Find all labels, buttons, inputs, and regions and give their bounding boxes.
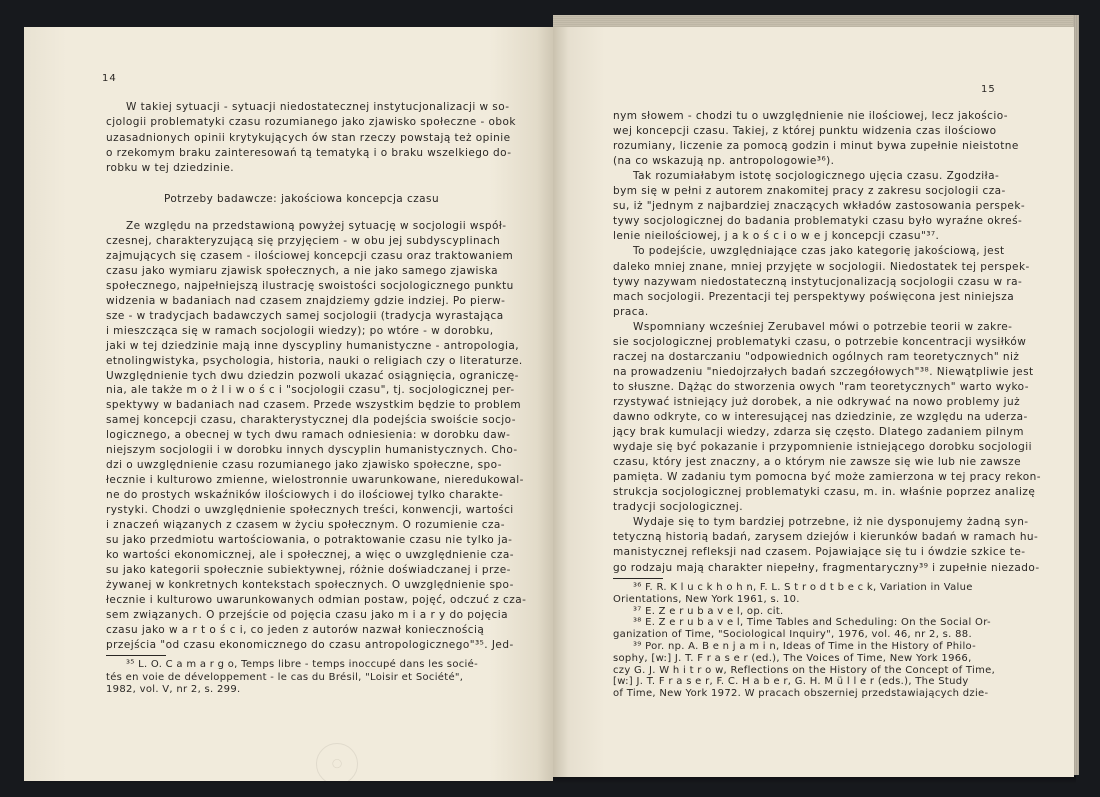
text-line: tywy nazywam niedostateczną instytucjonalizacją socjologii czasu w ra- bbox=[613, 275, 1023, 288]
text-line: tetyczną historią badań, zarysem dziejów i kierunków badań w ramach hu- bbox=[613, 531, 1039, 544]
text-line: su jako przedmiotu wartościowania, o potraktowanie czasu nie tylko ja- bbox=[106, 533, 513, 546]
text-line: na prowadzeniu "niedojrzałych badań szczegółowych"³⁸. Niewątpliwie jest bbox=[613, 365, 1034, 378]
text-line: łecznie i kulturowo uwarunkowanych odmian postaw, pojęć, odczuć z cza- bbox=[106, 593, 527, 606]
text-line: dawno odkryte, co w interesującej nas dziedzinie, ze względu na uderza- bbox=[613, 411, 1028, 423]
text-line: samej koncepcji czasu, charakterystycznej dla podejścia swoiście socjo- bbox=[106, 414, 516, 427]
text-line: cjologii problematyki czasu rozumianego jako zjawisko społeczne - obok bbox=[106, 116, 516, 129]
text-line: Tak rozumiałabym istotę socjologicznego ujęcia czasu. Zgodziła- bbox=[633, 170, 1000, 183]
text-line: sem związanych. O przejście od pojęcia czasu jako m i a r y do pojęcia bbox=[106, 608, 508, 621]
footnote-line: ³⁸ E. Z e r u b a v e l, Time Tables and Scheduling: On the Social Or- bbox=[633, 617, 991, 629]
text-line: żywanej w konkretnych kontekstach społecznych. O uwzględnienie spo- bbox=[106, 578, 514, 591]
footnote-line: sophy, [w:] J. T. F r a s e r (ed.), The Voices of Time, New York 1966, bbox=[613, 652, 972, 664]
text-line: o rzekomym braku zainteresowań tą tematyką i o braku wszelkiego do- bbox=[106, 146, 512, 159]
text-line: Ze względu na przedstawioną powyżej sytuację w socjologii współ- bbox=[126, 220, 507, 232]
text-line: czasu jako wymiaru zjawisk społecznych, a nie jako samego zjawiska bbox=[106, 264, 499, 277]
text-line: spektywy w badaniach nad czasem. Przede wszystkim będzie to problem bbox=[106, 399, 522, 412]
text-line: to słuszne. Dążąc do stworzenia owych "ram teoretycznych" warto wyko- bbox=[613, 380, 1029, 393]
text-line: tradycji socjologicznej. bbox=[613, 501, 744, 514]
text-line: sze - w tradycjach badawczych samej socjologii (tradycja wyrastająca bbox=[106, 309, 504, 322]
text-line: logicznego, a obecnej w tych dwu ramach odniesienia: w dorobku daw- bbox=[106, 429, 511, 442]
footnote-line: ³⁵ L. O. C a m a r g o, Temps libre - temps inoccupé dans les socié- bbox=[126, 659, 478, 670]
footnote-line: ³⁹ Por. np. A. B e n j a m i n, Ideas of Time in the History of Philo- bbox=[633, 641, 977, 652]
text-line: rystyki. Chodzi o uwzględnienie społecznych treści, konwencji, wartości bbox=[106, 504, 514, 517]
text-line: widzenia w badaniach nad czasem znajdziemy gdzie indziej. Po pierw- bbox=[106, 294, 506, 307]
text-line: bym się w pełni z autorem znakomitej pracy z zakresu socjologii cza- bbox=[613, 185, 1006, 198]
text-line: praca. bbox=[613, 305, 649, 318]
footnote-line: ³⁷ E. Z e r u b a v e l, op. cit. bbox=[633, 605, 784, 617]
text-line: dzi o uwzględnienie czasu rozumianego jako zjawisko społeczne, spo- bbox=[106, 459, 502, 472]
text-line: robku w tej dziedzinie. bbox=[106, 162, 235, 175]
text-line: manistycznej refleksji nad czasem. Pojawiające się tu i ówdzie szkice te- bbox=[613, 546, 1026, 559]
text-line: jaki w tej dziedzinie mają inne dyscypliny humanistyczne - antropologia, bbox=[106, 339, 519, 352]
text-line: społecznego, najpełniejszą ilustrację swoistości socjologicznego punktu bbox=[106, 279, 514, 292]
footnote-line: czy G. J. W h i t r o w, Reflections on the History of the Concept of Time, bbox=[613, 664, 996, 676]
text-line: nym słowem - chodzi tu o uwzględnienie nie ilościowej, lecz jakościo- bbox=[613, 110, 1009, 122]
text-line: tywy socjologicznej do badania problematyki czasu było wyraźne okreś- bbox=[613, 215, 1023, 228]
section-heading: Potrzeby badawcze: jakościowa koncepcja czasu bbox=[164, 193, 440, 205]
text-line: pamięta. W zadaniu tym pomocna być może zamierzona w tej pracy rekon- bbox=[613, 471, 1041, 484]
text-line: czasu, który jest znaczny, a o którym nie zawsze się wie lub nie zawsze bbox=[613, 456, 1022, 469]
text-line: nia, ale także m o ż l i w o ś c i "socjologii czasu", tj. socjologicznej per- bbox=[106, 384, 515, 397]
text-line: rozumiany, liczenie za pomocą godzin i minut bywa zupełnie nieistotne bbox=[613, 140, 1019, 153]
left-page-number: 14 bbox=[102, 73, 117, 84]
footnote-line: [w:] J. T. F r a s e r, F. C. H a b e r, G. H. M ü l l e r (eds.), The Study bbox=[613, 676, 969, 688]
text-line: i znaczeń wiązanych z czasem w życiu społecznym. O rozumienie cza- bbox=[106, 519, 506, 531]
footnote-line: 1982, vol. V, nr 2, s. 299. bbox=[106, 684, 241, 695]
text-line: wej koncepcji czasu. Takiej, z której punktu widzenia czas ilościowo bbox=[613, 125, 997, 138]
text-line: ko wartości ekonomicznej, ale i społecznej, a więc o uwzględnienie cza- bbox=[106, 548, 514, 561]
text-line: łecznie i kulturowo zmienne, wielostronnie uwarunkowane, nieredukowal- bbox=[106, 474, 524, 487]
text-line: go rodzaju mają charakter niepełny, fragmentaryczny³⁹ i zupełnie niezado- bbox=[613, 561, 1040, 574]
text-line: su, iż "jednym z najbardziej znaczących wkładów zastosowania perspek- bbox=[613, 200, 1026, 213]
footnote-line: Orientations, New York 1961, s. 10. bbox=[613, 593, 800, 605]
text-line: Uwzględnienie tych dwu dziedzin pozwoli ukazać osiągnięcia, ograniczę- bbox=[106, 369, 519, 382]
text-line: etnolingwistyka, psychologia, historia, nauki o religiach czy o literaturze. bbox=[106, 354, 523, 367]
text-line: To podejście, uwzględniające czas jako kategorię jakościową, jest bbox=[633, 245, 1005, 258]
footnote-line: of Time, New York 1972. W pracach obszerniej przedstawiających dzie- bbox=[613, 688, 989, 700]
text-line: (na co wskazują np. antropologowie³⁶). bbox=[613, 155, 835, 168]
text-line: wydaje się być pokazanie i przypomnienie istniejącego dorobku socjologii bbox=[613, 441, 1033, 454]
text-line: strukcja socjologicznej problematyki czasu, m. in. właśnie poprzez analizę bbox=[613, 486, 1036, 499]
left-page bbox=[24, 27, 553, 781]
text-line: su jako kategorii społecznie subiektywnej, różnie doświadczanej i prze- bbox=[106, 563, 511, 576]
text-line: lenie nieilościowej, j a k o ś c i o w e j koncepcji czasu"³⁷. bbox=[613, 230, 940, 243]
text-line: zajmujących się czasem - ilościowej koncepcji czasu oraz traktowaniem bbox=[106, 249, 514, 262]
text-line: jący brak kumulacji wiedzy, zdarza się często. Dlatego zadaniem pilnym bbox=[613, 426, 1024, 439]
right-page-number: 15 bbox=[981, 84, 996, 95]
text-line: uzasadnionych opinii krytykujących ów stan rzeczy powstają też opinie bbox=[106, 131, 511, 144]
text-line: i mieszcząca się w ramach socjologii wiedzy); po wtóre - w dorobku, bbox=[106, 324, 494, 337]
text-line: sie socjologicznej problematyki czasu, o potrzebie koncentracji wysiłków bbox=[613, 335, 1027, 348]
text-line: Wydaje się to tym bardziej potrzebne, iż nie dysponujemy żadną syn- bbox=[633, 516, 1029, 529]
footnote-line: tés en voie de développement - le cas du Brésil, "Loisir et Société", bbox=[106, 671, 464, 683]
text-line: czesnej, charakteryzującą się przyjęciem - w obu jej subdyscyplinach bbox=[106, 234, 501, 247]
footnote-line: ³⁶ F. R. K l u c k h o h n, F. L. S t r o d t b e c k, Variation in Value bbox=[633, 582, 973, 593]
text-line: mach socjologii. Prezentacji tej perspektywy poświęcona jest niniejsza bbox=[613, 290, 1015, 303]
footnote-rule bbox=[613, 578, 663, 579]
footnote-line: ganization of Time, "Sociological Inquiry", 1976, vol. 46, nr 2, s. 88. bbox=[613, 629, 972, 641]
text-line: rzystywać istniejący już dorobek, a nie odkrywać na nowo problemy już bbox=[613, 395, 1021, 408]
text-line: przejścia "od czasu ekonomicznego do czasu antropologicznego"³⁵. Jed- bbox=[106, 638, 514, 651]
text-line: ne do prostych wskaźników ilościowych i do ilościowej tylko charakte- bbox=[106, 489, 504, 502]
text-line: daleko mniej znane, mniej przyjęte w socjologii. Niedostatek tej perspek- bbox=[613, 260, 1030, 273]
text-line: W takiej sytuacji - sytuacji niedostatecznej instytucjonalizacji w so- bbox=[126, 101, 510, 113]
text-line: niejszym socjologii i w dorobku innych dyscyplin humanistycznych. Cho- bbox=[106, 444, 518, 457]
library-stamp: ◯ bbox=[316, 743, 358, 781]
right-page bbox=[553, 27, 1074, 777]
text-line: Wspomniany wcześniej Zerubavel mówi o potrzebie teorii w zakre- bbox=[633, 320, 1013, 333]
text-line: czasu jako w a r t o ś c i, co jeden z autorów nazwał koniecznością bbox=[106, 623, 485, 636]
footnote-rule bbox=[106, 655, 166, 656]
text-line: raczej na dostarczaniu "odpowiednich ogólnych ram teoretycznych" niż bbox=[613, 350, 1020, 363]
